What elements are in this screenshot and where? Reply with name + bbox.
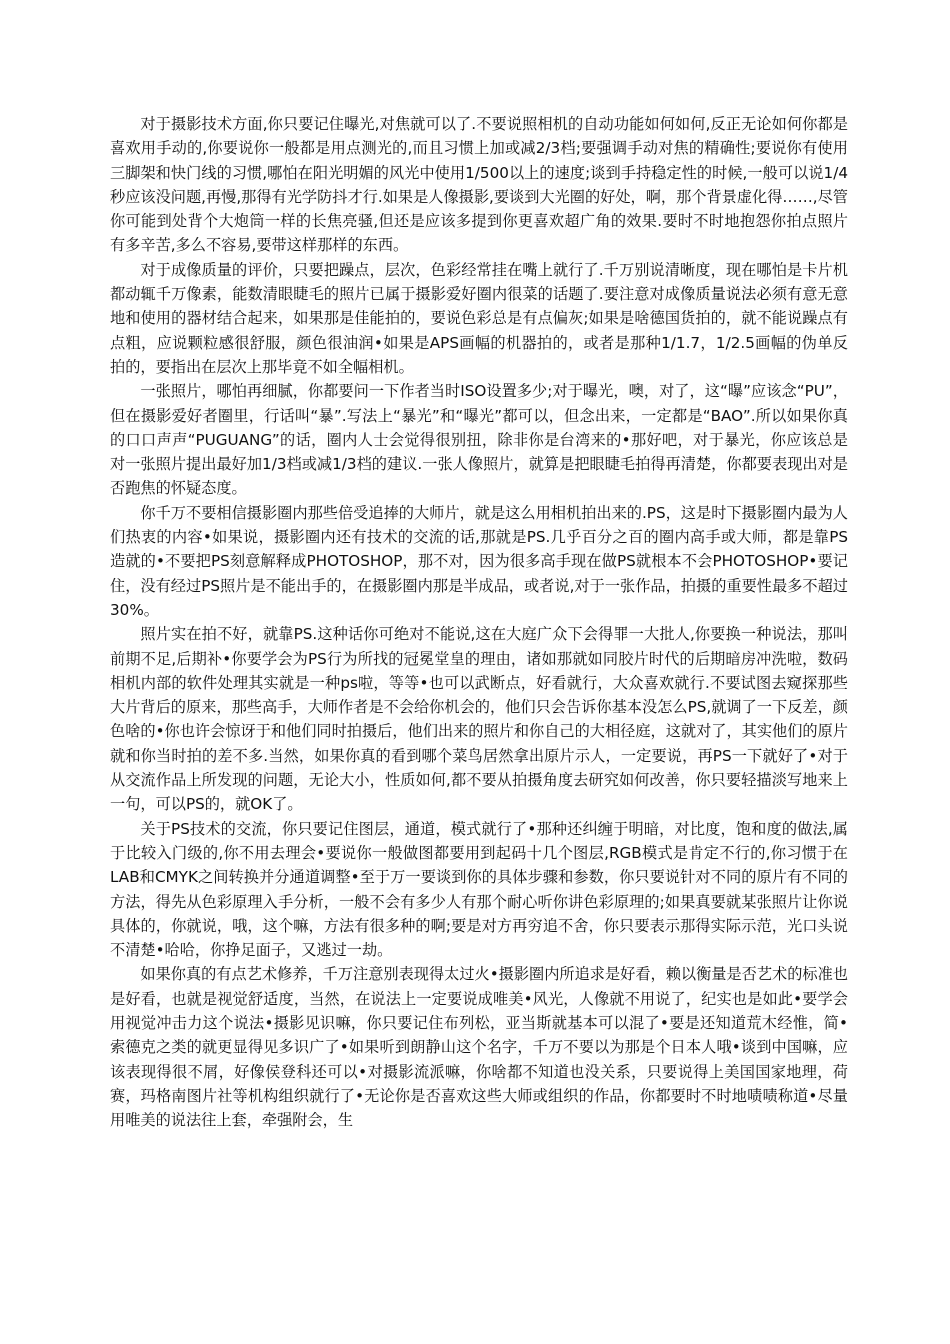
- paragraph-ps-masters: 你千万不要相信摄影圈内那些倍受追捧的大师片，就是这么用相机拍出来的.PS，这是时下摄影圈内最为人们热衷的内容•如果说，摄影圈内还有技术的交流的话,那就是PS.几乎百分之百的圈内高手或大师，都是靠PS造就的•不要把PS刻意解释成PHOTOSHOP，那不对，因为很多高手现在做PS就根本不会PHOTOSHOP•要记住，没有经过PS照片是不能出手的，在摄影圈内那是半成品，或者说,对于一张作品，拍摄的重要性最多不超过30%。: [110, 503, 848, 619]
- paragraph-image-quality: 对于成像质量的评价，只要把躁点，层次，色彩经常挂在嘴上就行了.千万别说清晰度，现在哪怕是卡片机都动辄千万像素，能数清眼睫毛的照片已属于摄影爱好圈内很菜的话题了.要注意对成像质量说法必须有意无意地和使用的器材结合起来，如果那是佳能拍的，要说色彩总是有点偏灰;如果是啥德国货拍的，就不能说躁点有点粗，应说颗粒感很舒服，颜色很油润•如果是APS画幅的机器拍的，或者是那种1/1.7，1/2.5画幅的伪单反拍的，要指出在层次上那毕竟不如全幅相机。: [110, 260, 848, 376]
- paragraph-ps-postprocessing: 照片实在拍不好，就靠PS.这种话你可绝对不能说,这在大庭广众下会得罪一大批人,你要换一种说法，那叫前期不足,后期补•你要学会为PS行为所找的冠冕堂皇的理由，诸如那就如同胶片时代的后期暗房冲洗啦，数码相机内部的软件处理其实就是一种ps啦，等等•也可以武断点，好看就行，大众喜欢就行.不要试图去窥探那些大片背后的原来，那些高手，大师作者是不会给你机会的，他们只会告诉你基本没怎么PS,就调了一下反差，颜色啥的•你也许会惊讶于和他们同时拍摄后，他们出来的照片和你自己的大相径庭，这就对了，其实他们的原片就和你当时拍的差不多.当然，如果你真的看到哪个菜鸟居然拿出原片示人，一定要说，再PS一下就好了•对于从交流作品上所发现的问题，无论大小，性质如何,都不要从拍摄角度去研究如何改善，你只要轻描淡写地来上一句，可以PS的，就OK了。: [110, 625, 848, 814]
- paragraph-exposure-focus: 对于摄影技术方面,你只要记住曝光,对焦就可以了.不要说照相机的自动功能如何如何,反正无论如何你都是喜欢用手动的,你要说你一般都是用点测光的,而且习惯上加或减2/3档;要强调手动对焦的精确性;要说你有使用三脚架和快门线的习惯,哪怕在阳光明媚的风光中使用1/500以上的速度;谈到手持稳定性的时候,一般可以说1/4秒应该没问题,再慢,那得有光学防抖才行.如果是人像摄影,要谈到大光圈的好处，啊，那个背景虚化得……,尽管你可能到处背个大炮筒一样的长焦亮骚,但还是应该多提到你更喜欢超广角的效果.要时不时地抱怨你拍点照片有多辛苦,多么不容易,要带这样那样的东西。: [110, 115, 848, 255]
- paragraph-iso-exposure: 一张照片，哪怕再细腻，你都要问一下作者当时ISO设置多少;对于曝光，噢，对了，这“曝”应该念“PU”，但在摄影爱好者圈里，行话叫“暴”.写法上“暴光”和“曝光”都可以，但念出来，一定都是“BAO”.所以如果你真的口口声声“PUGUANG”的话，圈内人士会觉得很别扭，除非你是台湾来的•那好吧，对于暴光，你应该总是对一张照片提出最好加1/3档或减1/3档的建议.一张人像照片，就算是把眼睫毛拍得再清楚，你都要表现出对是否跑焦的怀疑态度。: [110, 382, 848, 498]
- paragraph-ps-technique: 关于PS技术的交流，你只要记住图层，通道，模式就行了•那种还纠缠于明暗，对比度，饱和度的做法,属于比较入门级的,你不用去理会•要说你一般做图都要用到起码十几个图层,RGB模式是肯定不行的,你习惯于在LAB和CMYK之间转换并分通道调整•至于万一要谈到你的具体步骤和参数，你只要说针对不同的原片有不同的方法，得先从色彩原理入手分析，一般不会有多少人有那个耐心听你讲色彩原理的;如果真要就某张照片让你说具体的，你就说，哦，这个嘛，方法有很多种的啊;要是对方再穷追不舍，你只要表示那得实际示范，光口头说不清楚•哈哈，你挣足面子，又逃过一劫。: [110, 819, 848, 960]
- document-page: [110, 112, 848, 1132]
- paragraph-art-cultivation: 如果你真的有点艺术修养，千万注意别表现得太过火•摄影圈内所追求是好看，赖以衡量是否艺术的标准也是好看，也就是视觉舒适度，当然，在说法上一定要说成唯美•风光，人像就不用说了，纪实也是如此•要学会用视觉冲击力这个说法•摄影见识嘛，你只要记住布列松，亚当斯就基本可以混了•要是还知道荒木经惟，简•索德克之类的就更显得见多识广了•如果听到朗静山这个名字，千万不要以为那是个日本人哦•谈到中国嘛，应该表现得很不屑，好像侯登科还可以•对摄影流派嘛，你啥都不知道也没关系，只要说得上美国国家地理，荷赛，玛格南图片社等机构组织就行了•无论你是否喜欢这些大师或组织的作品，你都要时不时地啧啧称道•尽量用唯美的说法往上套，牵强附会，生: [110, 965, 848, 1130]
